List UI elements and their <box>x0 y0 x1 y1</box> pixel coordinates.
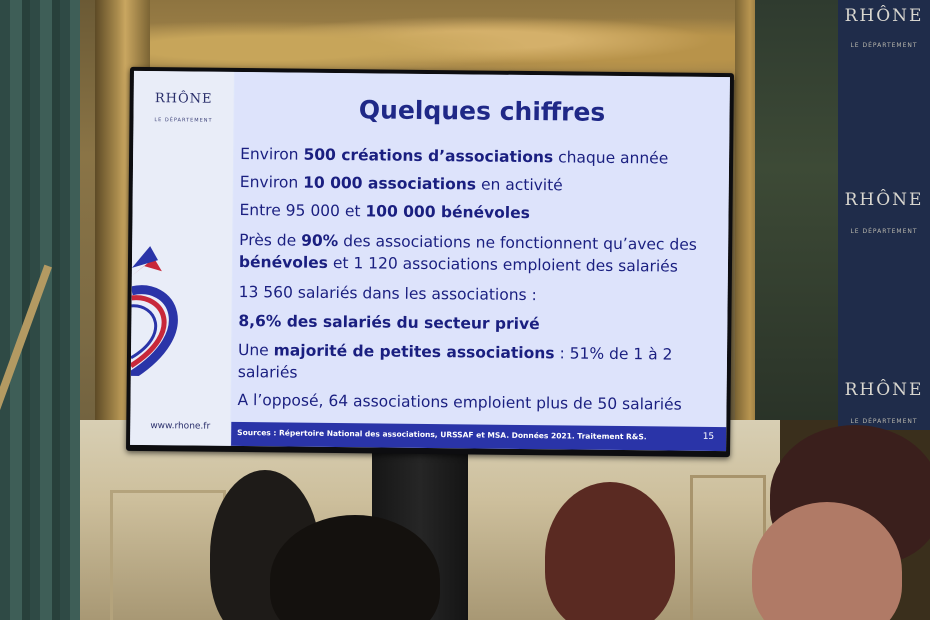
audience-head <box>545 482 675 620</box>
slide-bullet-line <box>240 172 563 195</box>
footer-source: Sources : Répertoire National des associations, URSSAF et MSA. Données 2021. Traitement R&S. <box>237 427 647 442</box>
slide-bullet-line <box>237 390 681 415</box>
line-text: 13 560 salariés dans les associations : <box>238 282 537 305</box>
line-text: Environ <box>239 173 304 192</box>
slide-bullet-line <box>239 252 678 277</box>
line-text: Près de <box>239 231 302 250</box>
window <box>755 0 850 420</box>
line-text: Entre 95 000 et <box>239 201 366 221</box>
slide-bullet-line <box>239 200 530 223</box>
line-bold-text: 8,6% des salariés du secteur privé <box>238 311 540 334</box>
line-text: salariés <box>237 362 298 382</box>
slide-bullet-line <box>238 311 539 334</box>
line-bold-text: 500 créations d’associations <box>303 145 554 167</box>
rollup-banner <box>838 0 930 430</box>
slide-bullet-line <box>240 144 668 168</box>
swirl-logo-graphic <box>131 236 198 377</box>
slide-sidebar <box>130 71 234 446</box>
line-text: : 51% de 1 à 2 <box>554 344 673 364</box>
line-bold-text: bénévoles <box>238 253 329 272</box>
presentation-slide <box>130 71 730 451</box>
slide-bullet-line <box>239 282 537 305</box>
line-text: des associations ne fonctionnent qu’avec des <box>338 232 697 254</box>
line-bold-text: 100 000 bénévoles <box>365 202 530 223</box>
banner-logo: RHÔNE <box>844 6 924 26</box>
line-text: A l’opposé, 64 associations emploient plus de 50 salariés <box>237 390 682 414</box>
tv-screen <box>126 67 734 457</box>
curtain <box>0 0 80 620</box>
slide-content <box>231 72 730 427</box>
rhone-logo-sub: LE DÉPARTEMENT <box>154 117 213 124</box>
slide-title: Quelques chiffres <box>358 95 606 127</box>
banner-logo-sub: LE DÉPARTEMENT <box>850 42 918 49</box>
website-url: www.rhone.fr <box>150 421 211 432</box>
line-text: Une <box>237 340 274 360</box>
slide-bullet-line <box>239 230 697 255</box>
slide-footer <box>231 422 726 451</box>
wall-panel <box>110 490 226 620</box>
banner-logo: RHÔNE <box>844 190 924 210</box>
line-bold-text: 10 000 associations <box>303 173 477 194</box>
page-number: 15 <box>702 431 715 442</box>
slide-bullet-line <box>238 362 298 383</box>
line-text: Environ <box>240 145 304 164</box>
line-bold-text: majorité de petites associations <box>273 341 555 363</box>
line-text: et 1 120 associations emploient des salariés <box>327 253 678 276</box>
line-text: chaque année <box>553 148 669 168</box>
banner-logo-sub: LE DÉPARTEMENT <box>850 418 918 425</box>
banner-logo: RHÔNE <box>844 380 924 400</box>
line-text: en activité <box>475 175 563 195</box>
banner-logo-sub: LE DÉPARTEMENT <box>850 228 918 235</box>
rhone-logo: RHÔNE <box>154 91 213 107</box>
line-bold-text: 90% <box>301 231 339 251</box>
slide-bullet-line <box>238 340 673 365</box>
